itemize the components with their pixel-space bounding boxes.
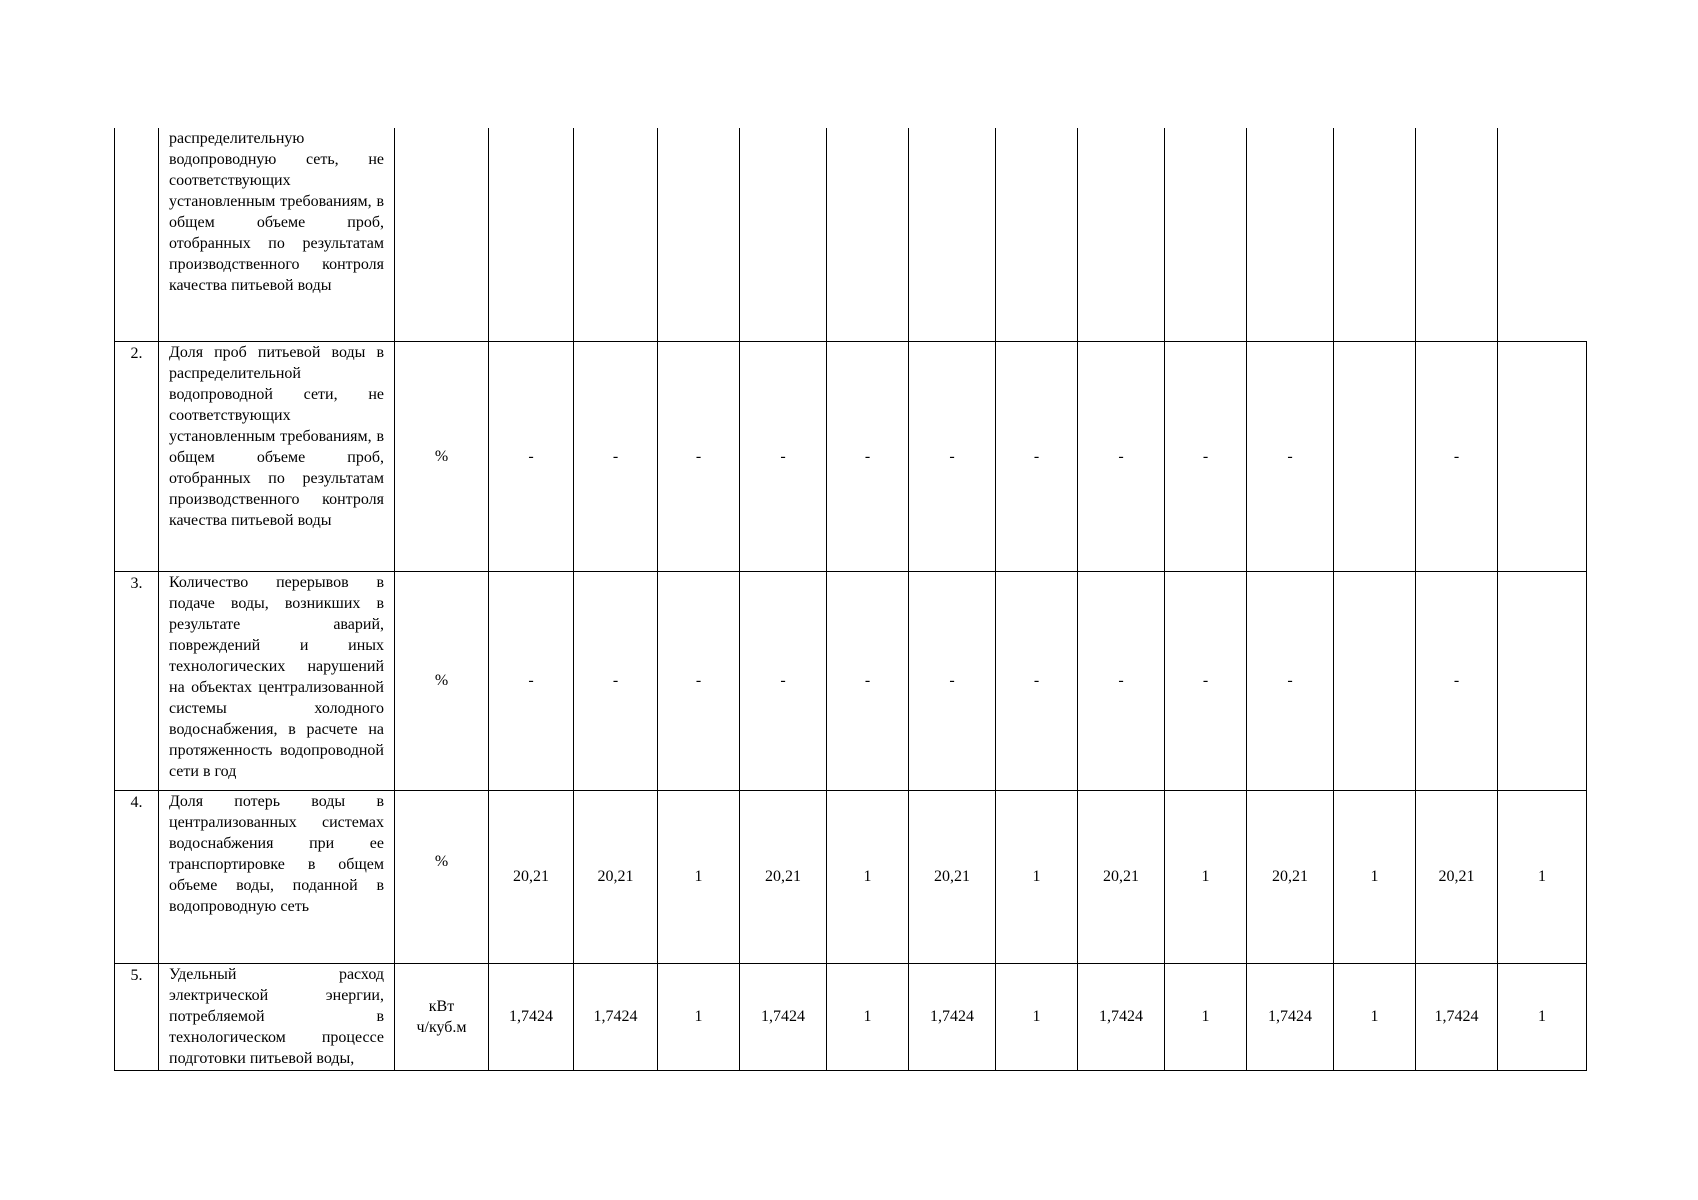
value-cell: - [658, 571, 740, 790]
table-row [115, 341, 1587, 571]
unit-cell [395, 963, 489, 1070]
value-cell: 1 [996, 963, 1078, 1070]
value-cell [1334, 571, 1416, 790]
value-cell: - [1247, 341, 1334, 571]
value-cell: - [1416, 571, 1498, 790]
unit-cell: % [395, 790, 489, 963]
value-cell: 1 [658, 790, 740, 963]
value-cell: - [1078, 571, 1165, 790]
unit-line: кВт [428, 997, 455, 1015]
value-cell: 1 [1165, 790, 1247, 963]
value-cell: 1,7424 [1078, 963, 1165, 1070]
value-cell: - [1247, 571, 1334, 790]
value-cell: - [489, 341, 574, 571]
value-cell: 1 [1334, 963, 1416, 1070]
unit-cell: % [395, 571, 489, 790]
table-row [115, 128, 1587, 341]
value-cell: 20,21 [489, 790, 574, 963]
value-cell [1078, 128, 1165, 341]
value-cell: - [740, 571, 827, 790]
unit-line: ч/куб.м [416, 1018, 467, 1036]
value-cell: - [909, 341, 996, 571]
value-cell: - [1078, 341, 1165, 571]
value-cell [1165, 128, 1247, 341]
indicator-name: Удельный расход электрической энергии, потребляемой в технологическом процессе подготовки питьевой воды, [159, 963, 395, 1070]
value-cell: 20,21 [1247, 790, 1334, 963]
value-cell [1498, 341, 1587, 571]
value-cell: 1 [1165, 963, 1247, 1070]
value-cell: 20,21 [740, 790, 827, 963]
value-cell: 1 [827, 790, 909, 963]
value-cell: 20,21 [574, 790, 658, 963]
unit-cell [395, 128, 489, 341]
row-number: 2. [115, 341, 159, 571]
indicator-name: распределительную водопроводную сеть, не соответствующих установленным требованиям, в общем объеме проб, отобранных по результатам производственного контроля качества питьевой воды [159, 128, 395, 341]
indicator-name: Количество перерывов в подаче воды, возникших в результате аварий, повреждений и иных технологических нарушений на объектах централизованной системы холодного водоснабжения, в расчете на протяженность водопроводной сети в год [159, 571, 395, 790]
value-cell: 1,7424 [1416, 963, 1498, 1070]
value-cell: 20,21 [1078, 790, 1165, 963]
value-cell: - [740, 341, 827, 571]
value-cell: - [489, 571, 574, 790]
value-cell: 1 [1334, 790, 1416, 963]
indicators-table [114, 128, 1587, 1071]
value-cell: - [1416, 341, 1498, 571]
value-cell: 1,7424 [740, 963, 827, 1070]
value-cell: - [827, 571, 909, 790]
value-cell [1416, 128, 1498, 341]
table-row [115, 571, 1587, 790]
value-cell [1334, 128, 1416, 341]
value-cell [658, 128, 740, 341]
value-cell: 1,7424 [489, 963, 574, 1070]
value-cell: 1 [1498, 963, 1587, 1070]
value-cell: - [827, 341, 909, 571]
value-cell [1247, 128, 1334, 341]
value-cell [909, 128, 996, 341]
row-number: 5. [115, 963, 159, 1070]
indicator-name: Доля проб питьевой воды в распределительной водопроводной сети, не соответствующих установленным требованиям, в общем объеме проб, отобранных по результатам производственного контроля качества питьевой воды [159, 341, 395, 571]
row-number: 4. [115, 790, 159, 963]
value-cell: - [574, 571, 658, 790]
value-cell: 1,7424 [909, 963, 996, 1070]
value-cell [1334, 341, 1416, 571]
value-cell: 1 [658, 963, 740, 1070]
value-cell [1498, 571, 1587, 790]
value-cell: - [909, 571, 996, 790]
value-cell [489, 128, 574, 341]
value-cell: 1 [827, 963, 909, 1070]
value-cell: - [658, 341, 740, 571]
value-cell [574, 128, 658, 341]
value-cell: - [1165, 341, 1247, 571]
value-cell [996, 128, 1078, 341]
value-cell: 1,7424 [1247, 963, 1334, 1070]
value-cell [740, 128, 827, 341]
table-row [115, 963, 1587, 1070]
value-cell: 1,7424 [574, 963, 658, 1070]
value-cell: 20,21 [909, 790, 996, 963]
value-cell: - [1165, 571, 1247, 790]
value-cell: 1 [1498, 790, 1587, 963]
value-cell: 1 [996, 790, 1078, 963]
indicator-name: Доля потерь воды в централизованных системах водоснабжения при ее транспортировке в общем объеме воды, поданной в водопроводную сеть [159, 790, 395, 963]
unit-cell: % [395, 341, 489, 571]
value-cell: - [996, 341, 1078, 571]
value-cell: - [996, 571, 1078, 790]
value-cell: 20,21 [1416, 790, 1498, 963]
table-row [115, 790, 1587, 963]
row-number [115, 128, 159, 341]
row-number: 3. [115, 571, 159, 790]
value-cell: - [574, 341, 658, 571]
value-cell [827, 128, 909, 341]
